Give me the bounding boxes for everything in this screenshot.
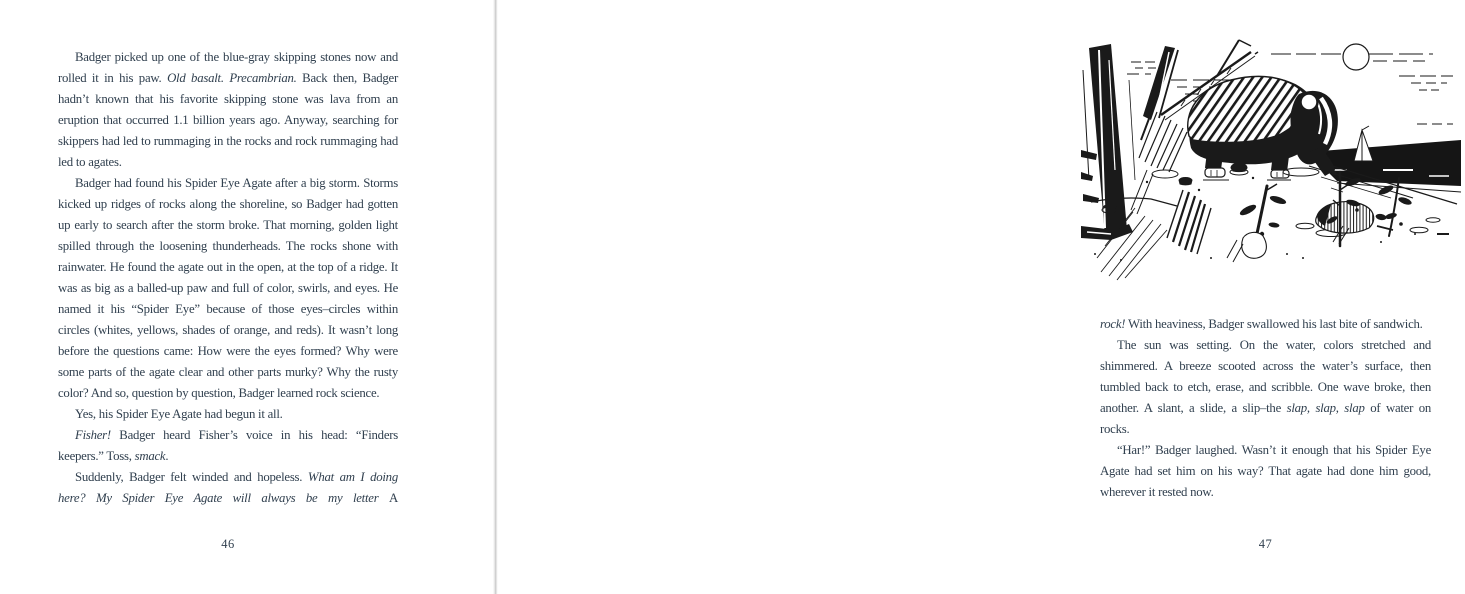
page-left — [0, 0, 493, 594]
paragraph: Fisher! Badger heard Fisher’s voice in his head: “Finders keepers.” Toss, smack. — [58, 428, 398, 463]
paragraph: Badger had found his Spider Eye Agate after a big storm. Storms kicked up ridges of rocks along the shoreline, so Badger had gotten up early to search after the storm broke. That morning, golden light spilled through the loosening thunderheads. The rocks shone with rainwater. He found the agate out in the open, at the top of a ridge. It was as big as a balled-up paw and full of color, swirls, and eyes. He named it his “Spider Eye” because of those eyes–circles within circles (whites, yellows, shades of orange, and reds). It wasn’t long before the questions came: How were the eyes formed? Why were some parts of the agate clear and other parts murky? Why the rusty color? And so, question by question, Badger learned rock science. — [58, 176, 398, 400]
plant-center — [1227, 184, 1287, 262]
page-number-right: 47 — [1258, 537, 1273, 551]
page-right — [498, 0, 1431, 594]
paragraph: Yes, his Spider Eye Agate had begun it all. — [75, 407, 283, 421]
paragraph: Badger picked up one of the blue-gray skipping stones now and rolled it in his paw. Old basalt. Precambrian. Back then, Badger hadn’t known that his favorite skipping stone was lava from an eruption that occurred 1.1 billion years ago. Anyway, searching for skippers had led to rummaging in the rocks and rock rummaging had led to agates. — [58, 50, 398, 169]
paragraph: Suddenly, Badger felt winded and hopeless. What am I doing here? My Spider Eye Agate will always be my letter A — [58, 470, 398, 505]
page-text-right — [1100, 314, 1431, 503]
page-number-left: 46 — [221, 537, 235, 551]
paragraph: rock! With heaviness, Badger swallowed his last bite of sandwich. — [1100, 317, 1423, 331]
badger-paw — [1205, 168, 1225, 177]
tree-trunk — [1081, 44, 1178, 240]
sailboat — [1354, 126, 1373, 161]
badger — [1188, 76, 1338, 180]
paragraph: The sun was setting. On the water, colors stretched and shimmered. A breeze scooted across the water’s surface, then tumbled back to etch, erase, and scribble. One wave broke, then another. A slant, a slide, a slip–the slap, slap, slap of water on rocks. — [1100, 338, 1431, 436]
sun — [1271, 44, 1433, 70]
page-text-left — [58, 47, 398, 509]
shoreline-illustration — [1081, 20, 1465, 298]
paragraph: “Har!” Badger laughed. Wasn’t it enough that his Spider Eye Agate had set him on his way? That agate had done him good, wherever it rested now. — [1100, 443, 1431, 499]
badger-ear — [1301, 94, 1318, 111]
